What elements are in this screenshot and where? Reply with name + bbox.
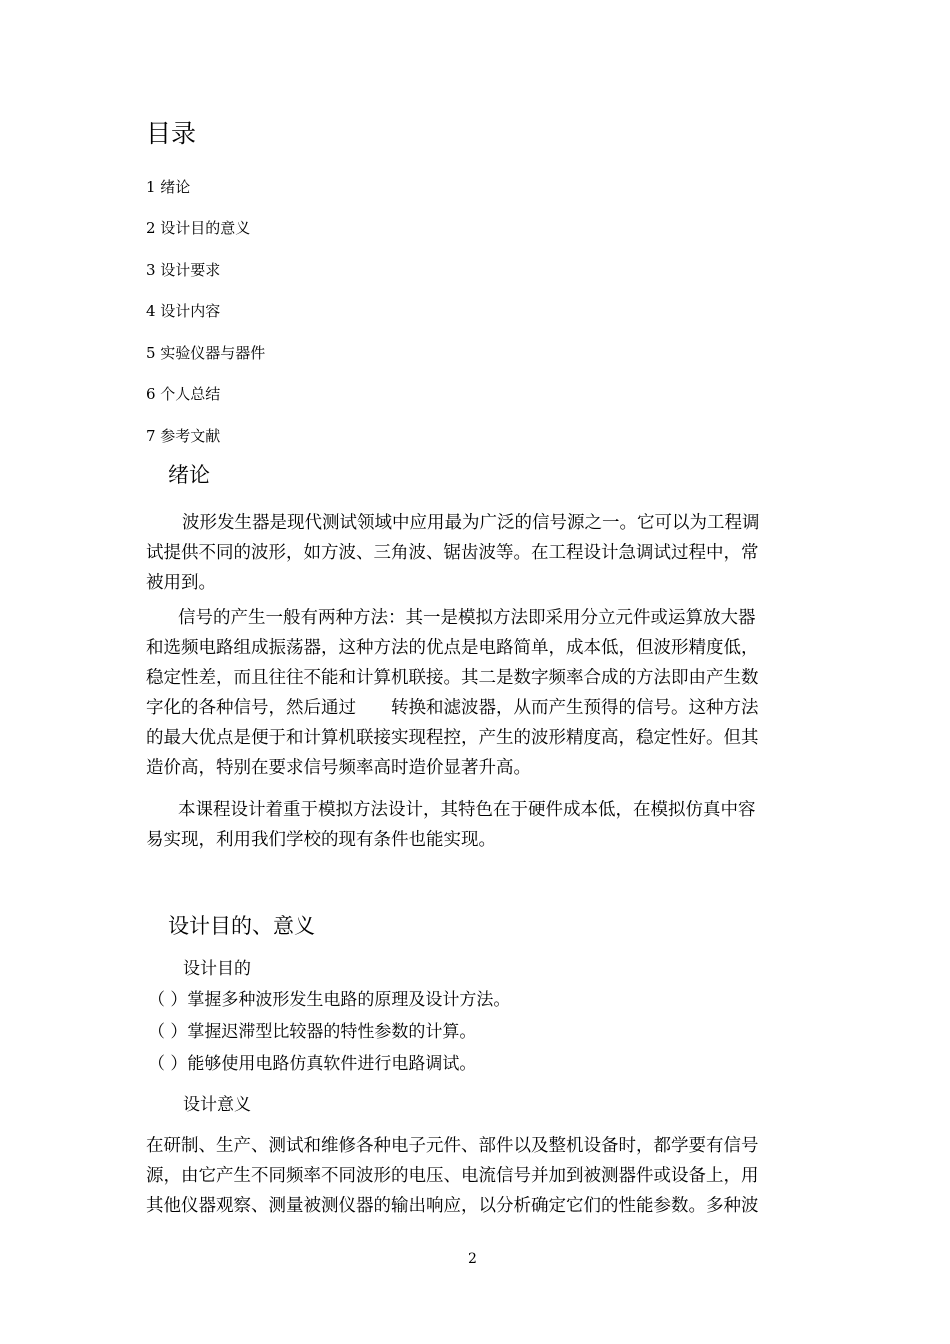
meaning-paragraph (146, 1131, 810, 1221)
page-number: 2 (468, 1251, 477, 1267)
text-line: 本课程设计着重于模拟方法设计，其特色在于硬件成本低，在模拟仿真中容 (178, 800, 756, 820)
text-line: 在研制、生产、测试和维修各种电子元件、部件以及整机设备时，都学要有信号 (146, 1136, 759, 1156)
text-line: 和选频电路组成振荡器，这种方法的优点是电路简单，成本低，但波形精度低， (146, 638, 759, 658)
toc-item: 1 绪论 (146, 178, 191, 196)
text-line: 被用到。 (146, 573, 216, 593)
subheading-meaning: 设计意义 (183, 1095, 251, 1115)
goal-item: （ ）掌握迟滞型比较器的特性参数的计算。 (148, 1022, 477, 1042)
intro-paragraph-3 (146, 795, 810, 855)
text-line: 造价高，特别在要求信号频率高时造价显著升高。 (146, 758, 531, 778)
section-heading-purpose: 设计目的、意义 (168, 914, 315, 938)
toc-title: 目录 (146, 119, 197, 148)
goal-item: （ ）能够使用电路仿真软件进行电路调试。 (148, 1054, 477, 1074)
toc-item: 4 设计内容 (146, 302, 221, 320)
goal-item: （ ）掌握多种波形发生电路的原理及设计方法。 (148, 990, 511, 1010)
text-line: 信号的产生一般有两种方法：其一是模拟方法即采用分立元件或运算放大器 (178, 608, 756, 628)
subheading-goal: 设计目的 (183, 959, 251, 979)
toc-item: 5 实验仪器与器件 (146, 344, 266, 362)
text-line: 试提供不同的波形，如方波、三角波、锯齿波等。在工程设计急调试过程中，常 (146, 543, 759, 563)
section-heading-intro: 绪论 (168, 463, 210, 487)
toc-item: 6 个人总结 (146, 385, 221, 403)
toc-item: 3 设计要求 (146, 261, 221, 279)
toc-item: 7 参考文献 (146, 427, 221, 445)
text-line: 其他仪器观察、测量被测仪器的输出响应，以分析确定它们的性能参数。多种波 (146, 1196, 759, 1216)
text-line: 源，由它产生不同频率不同波形的电压、电流信号并加到被测器件或设备上，用 (146, 1166, 759, 1186)
text-line: 字化的各种信号，然后通过 转换和滤波器，从而产生预得的信号。这种方法 (146, 698, 759, 718)
intro-paragraph-1 (146, 508, 810, 598)
text-line: 易实现，利用我们学校的现有条件也能实现。 (146, 830, 496, 850)
text-line: 波形发生器是现代测试领域中应用最为广泛的信号源之一。它可以为工程调 (182, 513, 760, 533)
toc-item: 2 设计目的意义 (146, 219, 251, 237)
intro-paragraph-2 (146, 603, 810, 783)
text-line: 的最大优点是便于和计算机联接实现程控，产生的波形精度高，稳定性好。但其 (146, 728, 759, 748)
text-line: 稳定性差，而且往往不能和计算机联接。其二是数字频率合成的方法即由产生数 (146, 668, 759, 688)
